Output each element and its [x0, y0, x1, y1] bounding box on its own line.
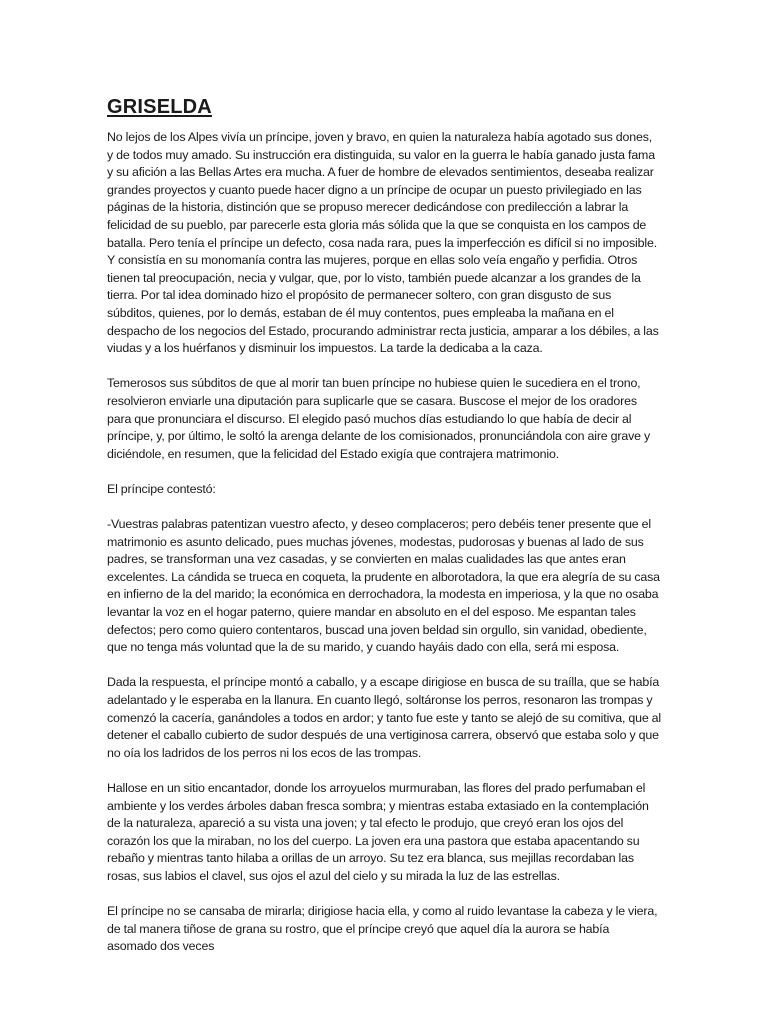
paragraph: El príncipe no se cansaba de mirarla; dirigiose hacia ella, y como al ruido levantase la cabeza y le viera, de tal manera tiñose de grana su rostro, que el príncipe creyó que aquel día la aurora se había asomado dos veces [107, 904, 658, 954]
paragraph: Hallose en un sitio encantador, donde los arroyuelos murmuraban, las flores del prado perfumaban el ambiente y los verdes árboles daban fresca sombra; y mientras estaba extasiado en la contemplación de la naturaleza, apareció a su vista una joven; y tal efecto le produjo, que creyó eran los ojos del corazón los que la miraban, no los del cuerpo. La joven era una pastora que estaba apacentando su rebaño y mientras tanto hilaba a orillas de un arroyo. Su tez era blanca, sus mejillas recordaban las rosas, sus labios el clavel, sus ojos el azul del cielo y su mirada la luz de las estrellas. [107, 780, 649, 883]
paragraph: -Vuestras palabras patentizan vuestro afecto, y deseo complaceros; pero debéis tener presente que el matrimonio es asunto delicado, pues muchas jóvenes, modestas, pudorosas y buenas al lado de sus padres, se transforman una vez casadas, y se convierten en malas cualidades las que antes eran excelentes. La cándida se trueca en coqueta, la prudente en alborotadora, la que era alegría de su casa en infierno de la del marido; la económica en derrochadora, la modesta en imperiosa, y la que no osaba levantar la voz en el hogar paterno, quiere mandar en absoluto en el del esposo. Me espantan tales defectos; pero como quiero contentaros, buscad una joven beldad sin orgullo, sin vanidad, obediente, que no tenga más voluntad que la de su marido, y cuando hayáis dado con ella, será mi esposa. [107, 517, 660, 655]
document-title: GRISELDA [107, 96, 212, 118]
paragraph: Dada la respuesta, el príncipe montó a caballo, y a escape dirigiose en busca de su traílla, que se había adelantado y le esperaba en la llanura. En cuanto llegó, soltáronse los perros, resonaron las trompas y comenzó la cacería, ganándoles a todos en ardor; y tanto fue este y tanto se alejó de su comitiva, que al detener el caballo cubierto de sudor después de una vertiginosa carrera, observó que estaba solo y que no oía los ladridos de los perros ni los ecos de las trompas. [107, 675, 662, 760]
paragraph: No lejos de los Alpes vivía un príncipe, joven y bravo, en quien la naturaleza había agotado sus dones, y de todos muy amado. Su instrucción era distinguida, su valor en la guerra le había ganado justa fama y su afición a las Bellas Artes era mucha. A fuer de hombre de elevados sentimientos, deseaba realizar grandes proyectos y cuanto puede hacer digno a un príncipe de ocupar un puesto privilegiado en las páginas de la historia, distinción que se propuso merecer dedicándose con predilección a labrar la felicidad de su pueblo, par parecerle esta gloria más sólida que la que se conquista en los campos de batalla. Pero tenía el príncipe un defecto, cosa nada rara, pues la imperfección es difícil si no imposible. Y consistía en su monomanía contra las mujeres, porque en ellas solo veía engaño y perfidia. Otros tienen tal preocupación, necia y vulgar, que, por lo visto, también puede alcanzar a los grandes de la tierra. Por tal idea dominado hizo el propósito de permanecer soltero, con gran disgusto de sus súbditos, quienes, por lo demás, estaban de él muy contentos, pues empleaba la mañana en el despacho de los negocios del Estado, procurando administrar recta justicia, amparar a los débiles, a las viudas y a los huérfanos y disminuir los impuestos. La tarde la dedicaba a la caza. [107, 130, 659, 356]
document-body [107, 93, 661, 974]
paragraph: El príncipe contestó: [107, 481, 216, 496]
paragraph: Temerosos sus súbditos de que al morir tan buen príncipe no hubiese quien le sucediera en el trono, resolvieron enviarle una diputación para suplicarle que se casara. Buscose el mejor de los oradores para que pronunciara el discurso. El elegido pasó muchos días estudiando lo que había de decir al príncipe, y, por último, le soltó la arenga delante de los comisionados, pronunciándola con aire grave y diciéndole, en resumen, que la felicidad del Estado exigía que contrajera matrimonio. [107, 376, 651, 461]
